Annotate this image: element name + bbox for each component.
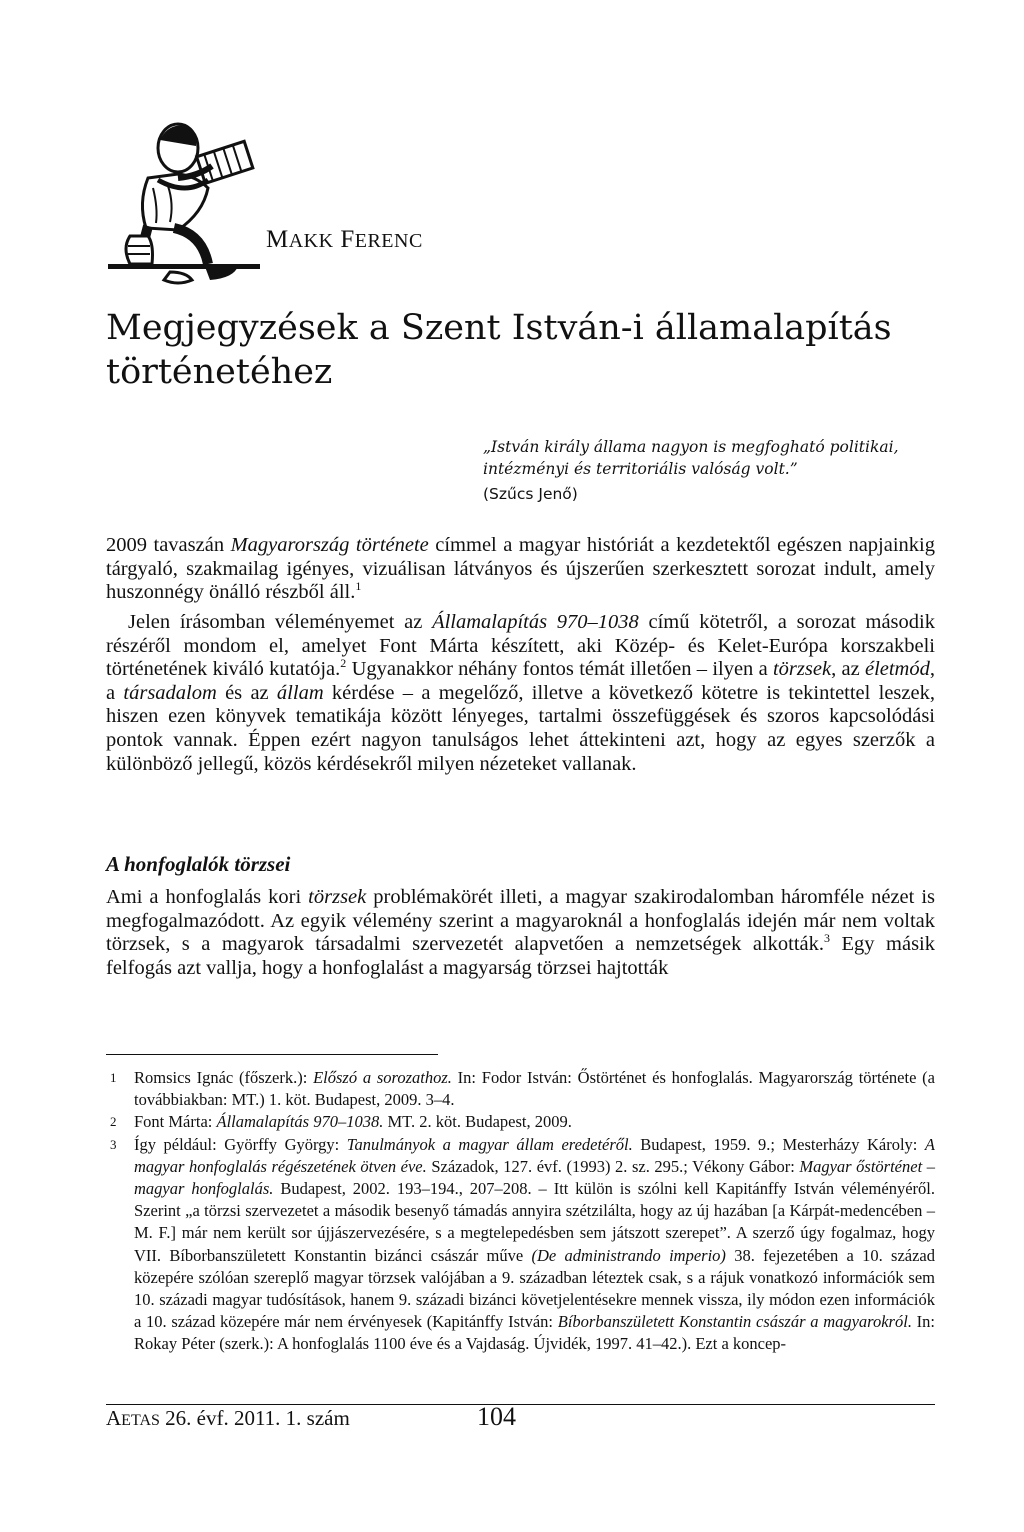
- reader-figure-logo-icon: [108, 118, 260, 286]
- author-name: MAKK FERENC: [266, 226, 423, 253]
- section-heading: A honfoglalók törzsei: [106, 852, 291, 876]
- motto-source: (Szűcs Jenő): [483, 485, 578, 503]
- paragraph-1: 2009 tavaszán Magyarország története címmel a magyar históriát a kezdetektől egészen napjainkig tárgyaló, szakmailag igényes, vizuálisan látványos és újszerűen szerkesztett sorozat indult, amely huszonnégy önálló részből áll.$^1$: [106, 534, 935, 604]
- footnote-ref[interactable]: 1: [355, 579, 362, 594]
- footnote-ref[interactable]: 2: [340, 656, 347, 671]
- footnote-divider: [106, 1054, 438, 1055]
- footnote-ref[interactable]: 3: [824, 931, 831, 946]
- page-number: 104: [477, 1402, 516, 1431]
- paragraph-2: Jelen írásomban véleményemet az Államalapítás 970–1038 című kötetről, a sorozat második részéről mondom el, amelyet Font Márta készített, aki Közép- és Kelet-Európa korszakbeli történetének kiváló kutatója.$^2$ Ugyanakkor néhány fontos témát illetően – ilyen a törzsek, az életmód, a társadalom és az állam kérdése – a megelőző, illetve a következő kötetre is tekintettel leszek, hiszen ezen könyvek tematikája között lényeges, tartalmi összefüggések és szoros kapcsolódási pontok vannak. Éppen ezért nagyon tanulságos lehet áttekinteni azt, hogy az egyes szerzők a különböző jellegű, közös kérdésekről milyen nézeteket vallanak.: [106, 611, 935, 775]
- footnotes: [106, 1067, 935, 1356]
- footnote-2: 2 Font Márta: Államalapítás 970–1038. MT. 2. köt. Budapest, 2009.: [110, 1112, 572, 1132]
- motto-quote: „István király állama nagyon is megfogható politikai, intézményi és territoriális valóság volt.”: [483, 438, 899, 478]
- article-title: Megjegyzések a Szent István-i államalapítás történetéhez: [106, 308, 892, 392]
- journal-reference: AETAS 26. évf. 2011. 1. szám: [106, 1406, 350, 1430]
- footnote-1: 1 Romsics Ignác (főszerk.): Előszó a sorozathoz. In: Fodor István: Őstörténet és honfoglalás. Magyarország története (a továbbiakban: MT.) 1. köt. Budapest, 2009. 3–4.: [110, 1068, 935, 1110]
- page-footer-divider: [106, 1404, 935, 1405]
- paragraph-3: Ami a honfoglalás kori törzsek problémakörét illeti, a magyar szakirodalomban háromféle nézet is megfogalmazódott. Az egyik vélemény szerint a magyaroknál a honfoglalás idején már nem voltak törzsek, s a magyarok társadalmi szervezetét alapvetően a nemzetségek alkották.$^3$ Egy másik felfogás azt vallja, hogy a honfoglalást a magyarság törzsei hajtották: [106, 886, 936, 979]
- footnote-3: 3 Így például: Györffy György: Tanulmányok a magyar állam eredetéről. Budapest, 1959. 9.; Mesterházy Károly: A magyar honfoglalás régészetének ötven éve. Századok, 127. évf. (1993) 2. sz. 295.; Vékony Gábor: Magyar őstörténet – magyar honfoglalás. Budapest, 2002. 193–194., 207–208. – Itt külön is szólni kell Kapitánffy István véleményéről. Szerint „a törzsi szervezetet a második besenyő támadás annyira szétzilálta, hogy az új hazában [a Kárpát-medencében – M. F.] már nem került sor újjászervezésére, s a megtelepedésben sem játszott szerepet”. A szerző úgy fogalmaz, hogy VII. Bíborbanszületett Konstantin bizánci császár műve (De administrando imperio) 38. fejezetében a 10. század közepére szólóan szereplő magyar törzsek valójában a 9. században léteztek csak, s a rájuk vonatkozó információk sem 10. századi magyar tudósítások, hanem 9. századi bizánci követjelentésekre mennek vissza, ily módon ezen információk a 10. század közepére már nem érvényesek (Kapitánffy István: Bíborbanszületett Konstantin császár a magyarokról. In: Rokay Péter (szerk.): A honfoglalás 1100 éve és a Vajdaság. Újvidék, 1997. 41–42.). Ezt a koncep-: [110, 1134, 936, 1354]
